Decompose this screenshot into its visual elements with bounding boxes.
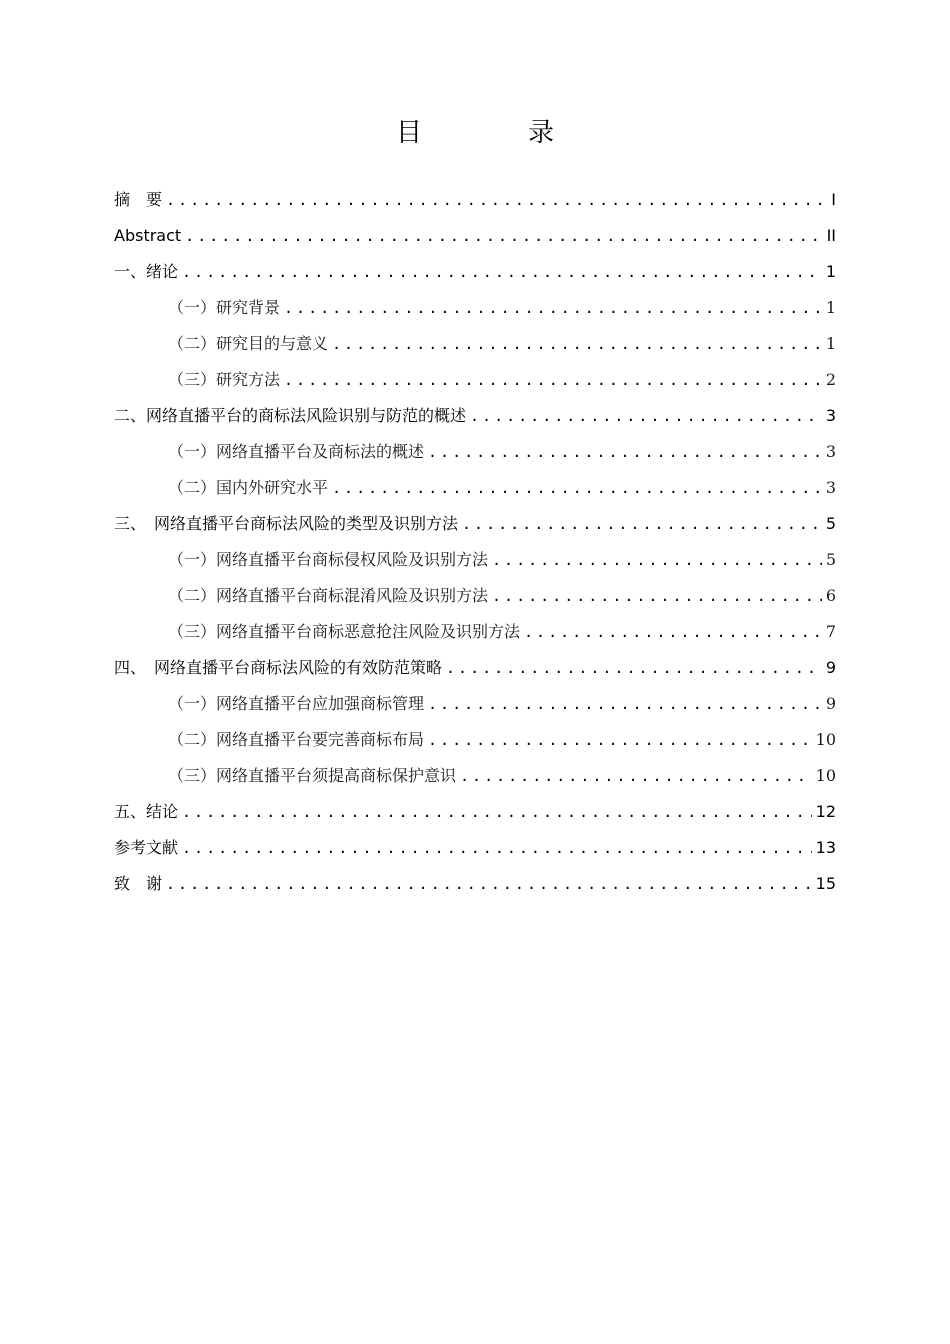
toc-entry-page-number: 9 (825, 694, 836, 713)
toc-entry[interactable] (114, 686, 836, 722)
toc-entry[interactable] (114, 614, 836, 650)
toc-dot-leader (470, 398, 822, 434)
toc-entry[interactable] (114, 326, 836, 362)
toc-entry-page-number: 3 (825, 442, 836, 461)
toc-dot-leader (428, 434, 822, 470)
toc-entry-label: （三）网络直播平台须提高商标保护意识 (168, 766, 457, 785)
toc-entry-label: （一）网络直播平台商标侵权风险及识别方法 (168, 550, 489, 569)
toc-dot-leader (182, 830, 812, 866)
toc-entry-page-number: II (826, 226, 836, 245)
toc-dot-leader (166, 866, 812, 902)
toc-entry-page-number: 10 (815, 730, 836, 749)
toc-dot-leader (462, 506, 822, 542)
toc-entry-label: 致 谢 (114, 874, 163, 893)
toc-entry[interactable] (114, 218, 836, 254)
toc-entry-label: （二）研究目的与意义 (168, 334, 329, 353)
toc-entry-label: （一）网络直播平台应加强商标管理 (168, 694, 425, 713)
toc-entry-page-number: 2 (825, 370, 836, 389)
toc-entry-page-number: 13 (815, 838, 836, 857)
toc-entry-page-number: 5 (825, 550, 836, 569)
toc-dot-leader (284, 362, 822, 398)
toc-entry-page-number: 15 (815, 874, 836, 893)
toc-entry[interactable] (114, 722, 836, 758)
toc-entry-label: 参考文献 (114, 838, 179, 857)
toc-dot-leader (428, 686, 822, 722)
toc-dot-leader (492, 578, 822, 614)
toc-dot-leader (182, 794, 812, 830)
toc-dot-leader (492, 542, 822, 578)
toc-entry[interactable] (114, 866, 836, 902)
toc-entry[interactable] (114, 434, 836, 470)
toc-entry-label: Abstract (114, 226, 182, 245)
toc-dot-leader (332, 326, 822, 362)
toc-dot-leader (524, 614, 822, 650)
toc-entry-label: （二）网络直播平台商标混淆风险及识别方法 (168, 586, 489, 605)
toc-entry-label: （一）网络直播平台及商标法的概述 (168, 442, 425, 461)
toc-dot-leader (428, 722, 812, 758)
toc-entry[interactable] (114, 254, 836, 290)
toc-entry-label: 三、 网络直播平台商标法风险的类型及识别方法 (114, 514, 459, 533)
toc-entry-page-number: 3 (825, 478, 836, 497)
toc-entry-page-number: 3 (825, 406, 836, 425)
toc-entry-label: 四、 网络直播平台商标法风险的有效防范策略 (114, 658, 443, 677)
toc-entry[interactable] (114, 398, 836, 434)
toc-entry-page-number: 1 (825, 334, 836, 353)
toc-entry-page-number: 6 (825, 586, 836, 605)
table-of-contents (114, 182, 836, 902)
toc-entry[interactable] (114, 542, 836, 578)
page-title: 目 录 (395, 118, 594, 148)
toc-entry-label: （一）研究背景 (168, 298, 281, 317)
toc-entry[interactable] (114, 830, 836, 866)
toc-entry[interactable] (114, 362, 836, 398)
toc-entry[interactable] (114, 506, 836, 542)
toc-entry-page-number: 1 (825, 298, 836, 317)
toc-dot-leader (166, 182, 827, 218)
toc-entry[interactable] (114, 290, 836, 326)
toc-entry-page-number: 12 (815, 802, 836, 821)
toc-entry-page-number: 7 (825, 622, 836, 641)
toc-entry-label: （二）国内外研究水平 (168, 478, 329, 497)
toc-dot-leader (332, 470, 822, 506)
toc-entry[interactable] (114, 650, 836, 686)
toc-entry-label: 摘 要 (114, 190, 163, 209)
toc-dot-leader (185, 218, 822, 254)
toc-entry-page-number: I (831, 190, 836, 209)
toc-entry[interactable] (114, 578, 836, 614)
toc-entry[interactable] (114, 182, 836, 218)
toc-entry[interactable] (114, 794, 836, 830)
toc-entry-page-number: 5 (825, 514, 836, 533)
toc-entry-label: 二、网络直播平台的商标法风险识别与防范的概述 (114, 406, 467, 425)
toc-entry-label: 一、绪论 (114, 262, 179, 281)
toc-dot-leader (284, 290, 822, 326)
toc-entry[interactable] (114, 758, 836, 794)
toc-dot-leader (446, 650, 822, 686)
toc-entry-page-number: 10 (815, 766, 836, 785)
toc-entry-label: （三）网络直播平台商标恶意抢注风险及识别方法 (168, 622, 521, 641)
toc-dot-leader (182, 254, 822, 290)
toc-entry[interactable] (114, 470, 836, 506)
toc-entry-page-number: 9 (825, 658, 836, 677)
toc-entry-label: （三）研究方法 (168, 370, 281, 389)
toc-entry-page-number: 1 (825, 262, 836, 281)
toc-entry-label: （二）网络直播平台要完善商标布局 (168, 730, 425, 749)
toc-dot-leader (460, 758, 812, 794)
toc-entry-label: 五、结论 (114, 802, 179, 821)
